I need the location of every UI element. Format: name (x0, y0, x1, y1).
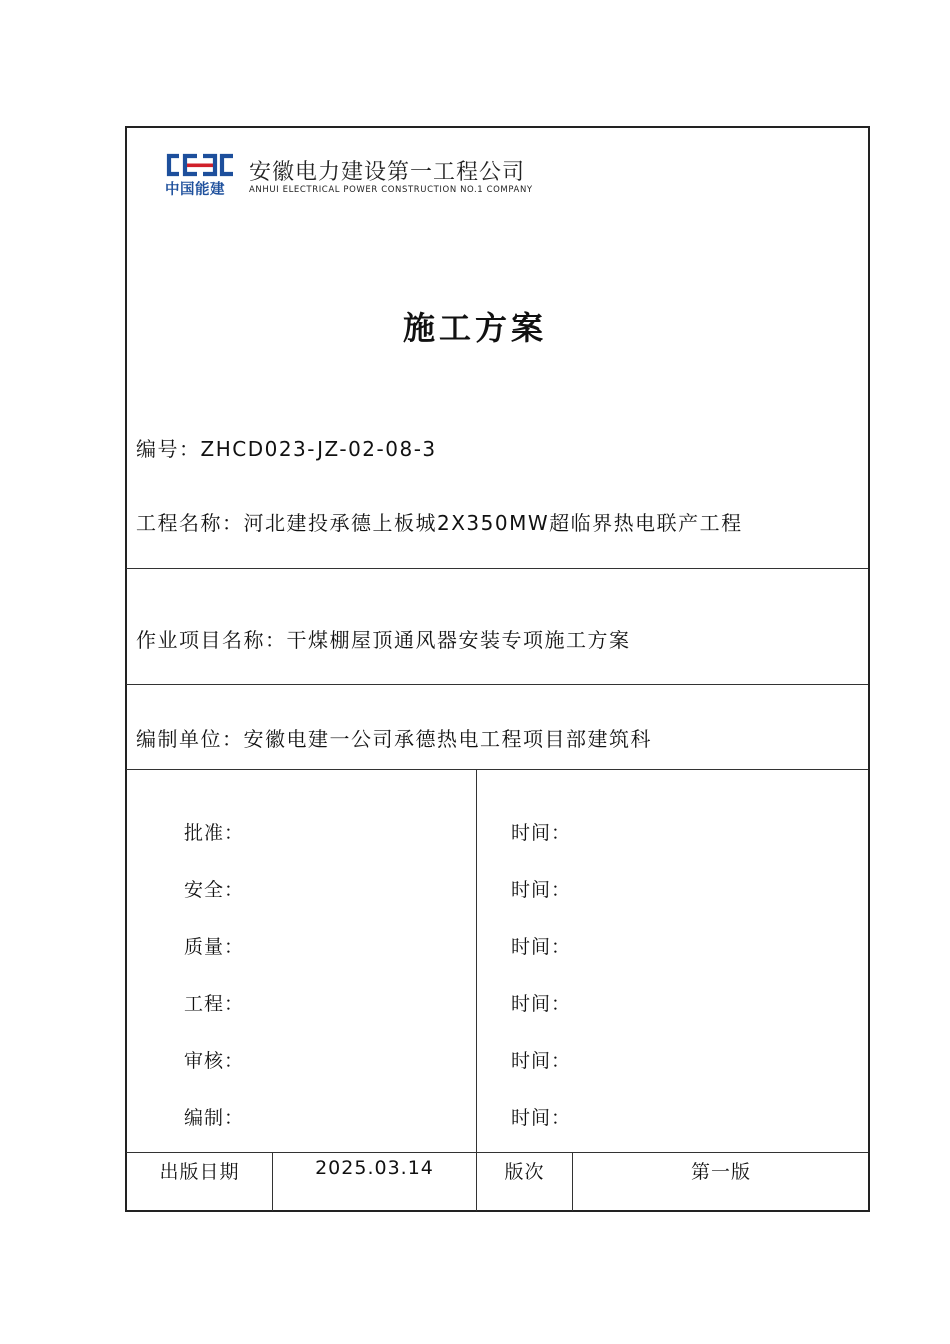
version-value: 第一版 (690, 1161, 751, 1183)
ceec-logo (164, 152, 238, 198)
approve-time-label: 时间： (511, 822, 572, 844)
compile-label: 编制： (184, 1107, 245, 1129)
project-name: 工程名称：河北建投承德上板城2X350MW超临界热电联产工程 (136, 511, 743, 535)
document-number: 编号：ZHCD023-JZ-02-08-3 (136, 437, 437, 461)
version-label: 版次 (504, 1161, 545, 1183)
divider-before-footer (126, 1152, 868, 1153)
review-time-label: 时间： (511, 1050, 572, 1072)
logo-letter-c1 (169, 156, 179, 174)
review-label: 审核： (184, 1050, 245, 1072)
company-name-cn: 安徽电力建设第一工程公司 (249, 160, 526, 185)
safety-time-label: 时间： (511, 879, 572, 901)
divider-after-work-item (126, 684, 868, 685)
logo-cn-text: 中国能建 (165, 182, 225, 198)
publish-date-value: 2025.03.14 (315, 1157, 434, 1179)
quality-label: 质量： (184, 936, 245, 958)
logo-red-bar (187, 164, 213, 168)
divider-after-project (126, 568, 868, 569)
compiling-unit: 编制单位：安徽电建一公司承德热电工程项目部建筑科 (136, 727, 652, 751)
logo-letter-c2 (222, 156, 233, 174)
quality-time-label: 时间： (511, 936, 572, 958)
safety-label: 安全： (184, 879, 245, 901)
signature-column-divider (476, 769, 477, 1211)
engineering-label: 工程： (184, 993, 245, 1015)
document-title: 施工方案 (402, 309, 547, 347)
work-item-name: 作业项目名称：干煤棚屋顶通风器安装专项施工方案 (136, 628, 631, 652)
company-name-en: ANHUI ELECTRICAL POWER CONSTRUCTION NO.1 COMPANY (249, 185, 533, 195)
compile-time-label: 时间： (511, 1107, 572, 1129)
engineering-time-label: 时间： (511, 993, 572, 1015)
divider-after-unit (126, 769, 868, 770)
publish-date-label: 出版日期 (159, 1161, 240, 1183)
approve-label: 批准： (184, 822, 245, 844)
